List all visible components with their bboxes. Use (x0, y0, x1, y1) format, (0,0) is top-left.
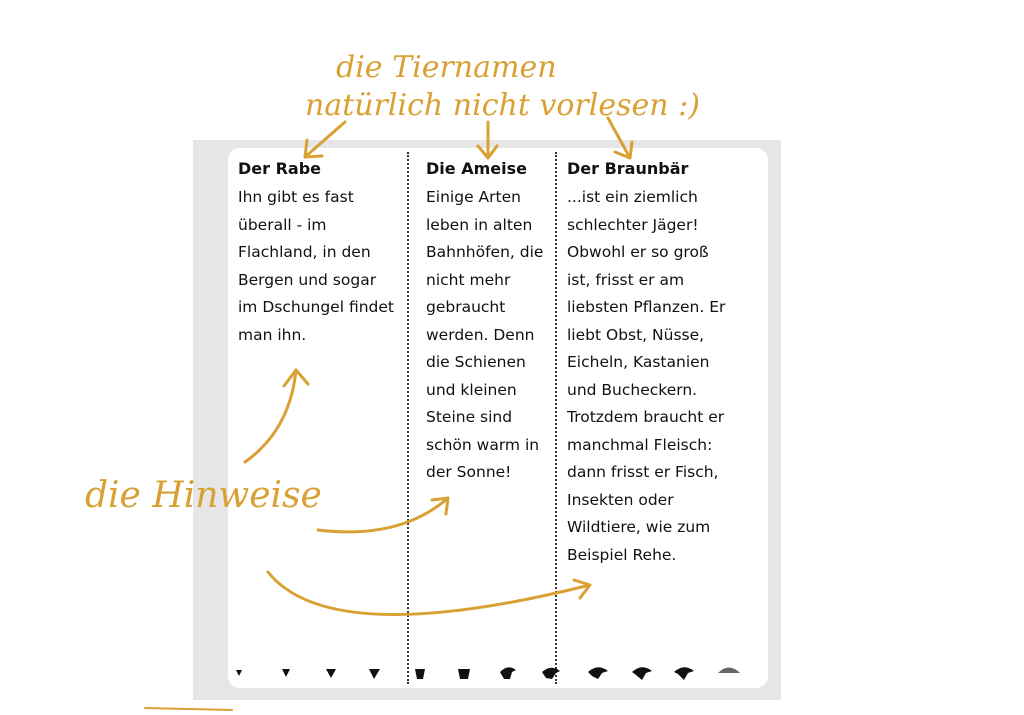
arrow-hint-ant (318, 498, 448, 532)
arrow-hint-bear (268, 572, 590, 615)
annotation-hints: die Hinweise (85, 475, 322, 516)
annotation-animal-names: die Tiernamen (336, 50, 557, 85)
column-title-raven: Der Rabe (238, 159, 322, 178)
arrow-to-ant-title (478, 122, 497, 158)
column-text-raven: Ihn gibt es fast überall - im Flachland, in den Bergen und sogar im Dschungel findet man ihn. (238, 188, 394, 344)
arrow-to-bear-title (608, 118, 632, 158)
arrow-hint-raven (245, 370, 308, 462)
column-title-ant: Die Ameise (426, 159, 527, 178)
column-title-bear: Der Braunbär (567, 159, 689, 178)
annotation-dont-read: natürlich nicht vorlesen :) (305, 88, 700, 123)
column-text-bear: ...ist ein ziemlich schlechter Jäger! Obwohl er so groß ist, frisst er am liebsten Pflanzen. Er liebt Obst, Nüsse, Eicheln, Kastanien und Bucheckern. Trotzdem braucht er manchmal Fleisch: dann frisst er Fisch, Insekten oder Wildtiere, wie zum Beispiel Rehe. (567, 188, 726, 564)
arrow-to-raven-title (305, 122, 345, 157)
column-text-ant: Einige Arten leben in alten Bahnhöfen, die nicht mehr gebraucht werden. Denn die Schienen und kleinen Steine sind schön warm in der Sonne! (426, 188, 544, 481)
underline-stroke (145, 708, 232, 710)
